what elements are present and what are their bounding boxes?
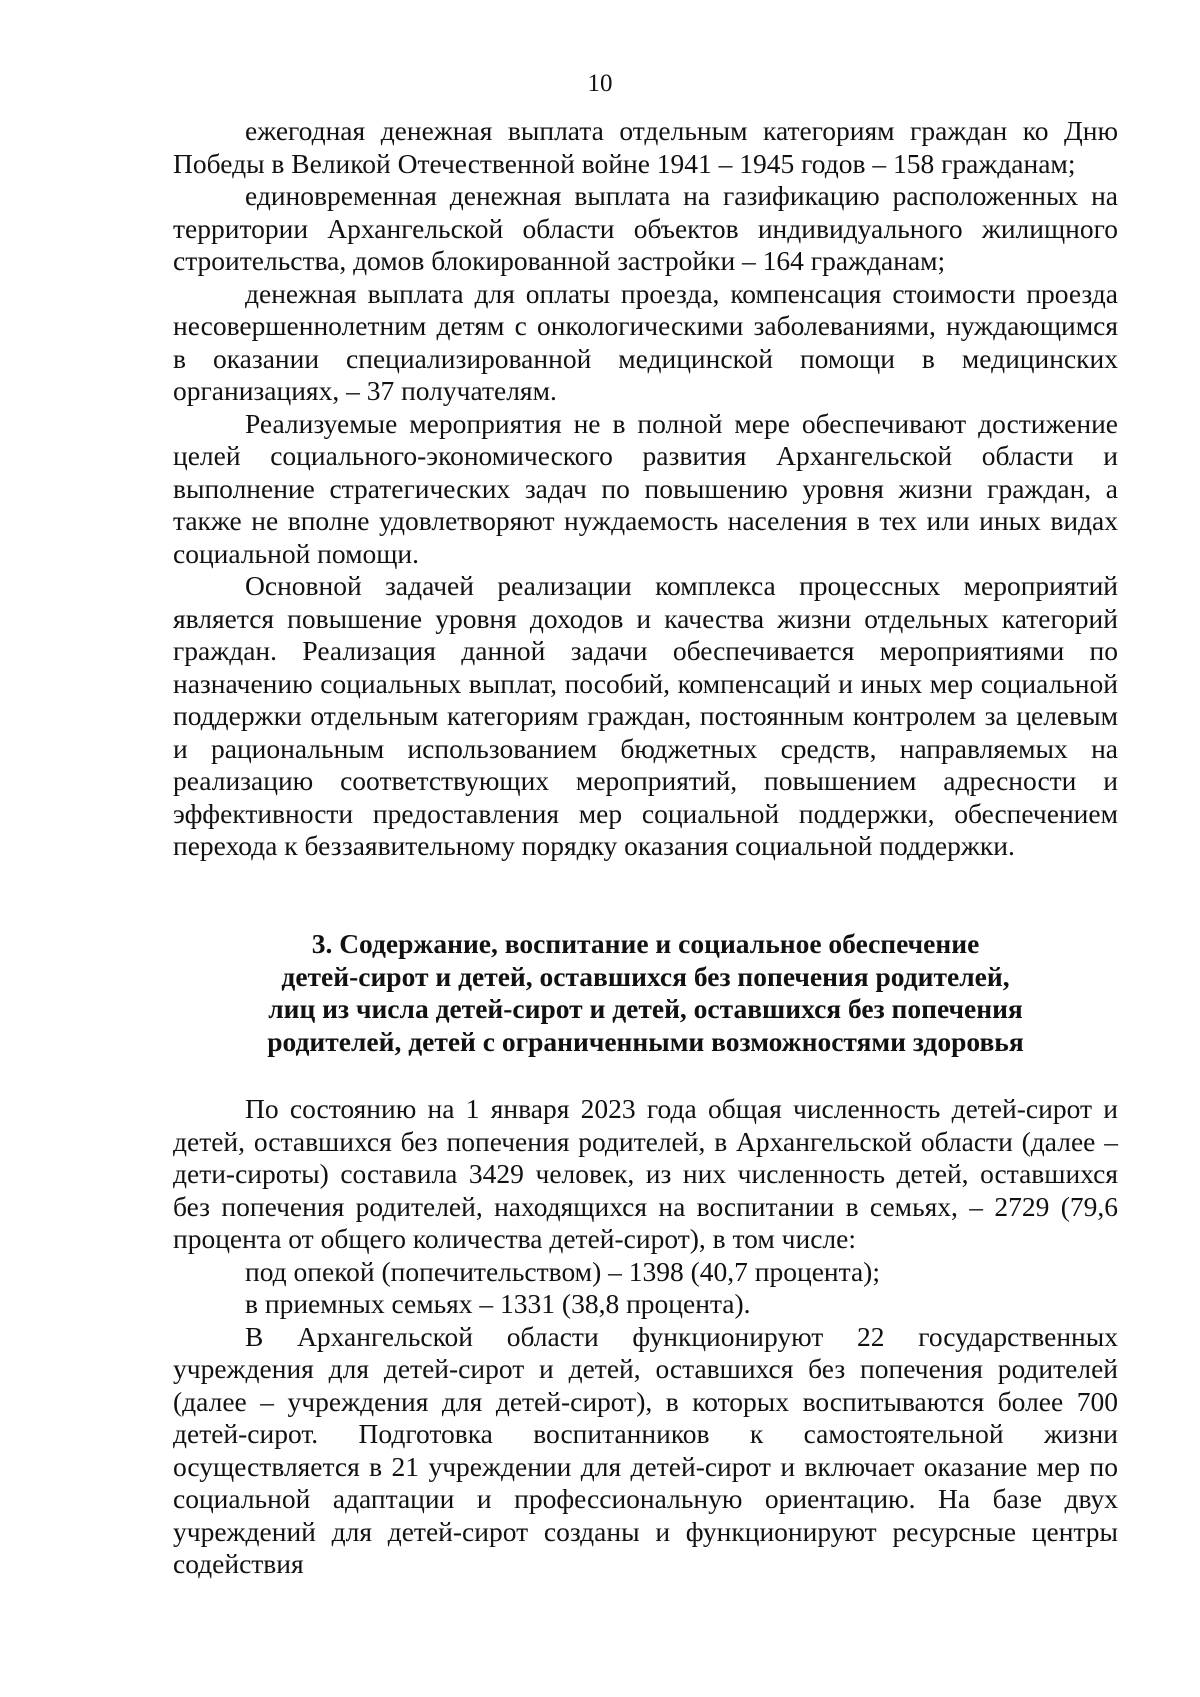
section-heading-line: родителей, детей с ограниченными возможностями здоровья <box>267 1025 1024 1057</box>
paragraph-gasification-payment: единовременная денежная выплата на газификацию расположенных на территории Архангельской области объектов индивидуального жилищного строительства, домов блокированной застройки – 164 гражданам; <box>173 180 1118 276</box>
paragraph-main-task: Основной задачей реализации комплекса процессных мероприятий является повышение уровня доходов и качества жизни отдельных категорий граждан. Реализация данной задачи обеспечивается мероприятиями по назначению социальных выплат, пособий, компенсаций и иных мер социальной поддержки отдельным категориям граждан, постоянным контролем за целевым и рациональным использованием бюджетных средств, направляемых на реализацию соответствующих мероприятий, повышением адресности и эффективности предоставления мер социальной поддержки, обеспечением перехода к беззаявительному порядку оказания социальной поддержки. <box>173 570 1118 861</box>
body-text-top <box>173 115 1118 863</box>
section-heading-line: 3. Содержание, воспитание и социальное обеспечение <box>311 928 980 959</box>
paragraph-travel-compensation: денежная выплата для оплаты проезда, компенсация стоимости проезда несовершеннолетним детям с онкологическими заболеваниями, нуждающимся в оказании специализированной медицинской помощи в медицинских организациях, – 37 получателям. <box>173 277 1118 406</box>
paragraph-foster-families: в приемных семьях – 1331 (38,8 процента). <box>245 1288 751 1319</box>
paragraph-victory-day-payment: ежегодная денежная выплата отдельным категориям граждан ко Дню Победы в Великой Отечественной войне 1941 – 1945 годов – 158 гражданам; <box>173 115 1118 179</box>
paragraph-guardianship: под опекой (попечительством) – 1398 (40,7 процента); <box>245 1255 880 1287</box>
section-heading-line: лиц из числа детей-сирот и детей, оставшихся без попечения <box>268 993 1023 1024</box>
paragraph-measures-assessment: Реализуемые мероприятия не в полной мере обеспечивают достижение целей социального-экономического развития Архангельской области и выполнение стратегических задач по повышению уровня жизни граждан, а также не вполне удовлетворяют нуждаемость населения в тех или иных видах социальной помощи. <box>173 407 1118 569</box>
section-heading-line: детей-сирот и детей, оставшихся без попечения родителей, <box>281 960 1010 992</box>
body-text-bottom <box>173 1093 1118 1581</box>
paragraph-orphans-count: По состоянию на 1 января 2023 года общая численность детей-сирот и детей, оставшихся без попечения родителей, в Архангельской области (далее – дети-сироты) составила 3429 человек, из них численность детей, оставшихся без попечения родителей, находящихся на воспитании в семьях, – 2729 (79,6 процента от общего количества детей-сирот), в том числе: <box>173 1093 1118 1254</box>
section-heading <box>173 928 1118 1058</box>
paragraph-institutions: В Архангельской области функционируют 22 государственных учреждения для детей-сирот и детей, оставшихся без попечения родителей (далее – учреждения для детей-сирот), в которых воспитываются более 700 детей-сирот. Подготовка воспитанников к самостоятельной жизни осуществляется в 21 учреждении для детей-сирот и включает оказание мер по социальной адаптации и профессиональную ориентацию. На базе двух учреждений для детей-сирот созданы и функционируют ресурсные центры содействия <box>173 1320 1118 1579</box>
page-number: 10 <box>587 70 613 97</box>
